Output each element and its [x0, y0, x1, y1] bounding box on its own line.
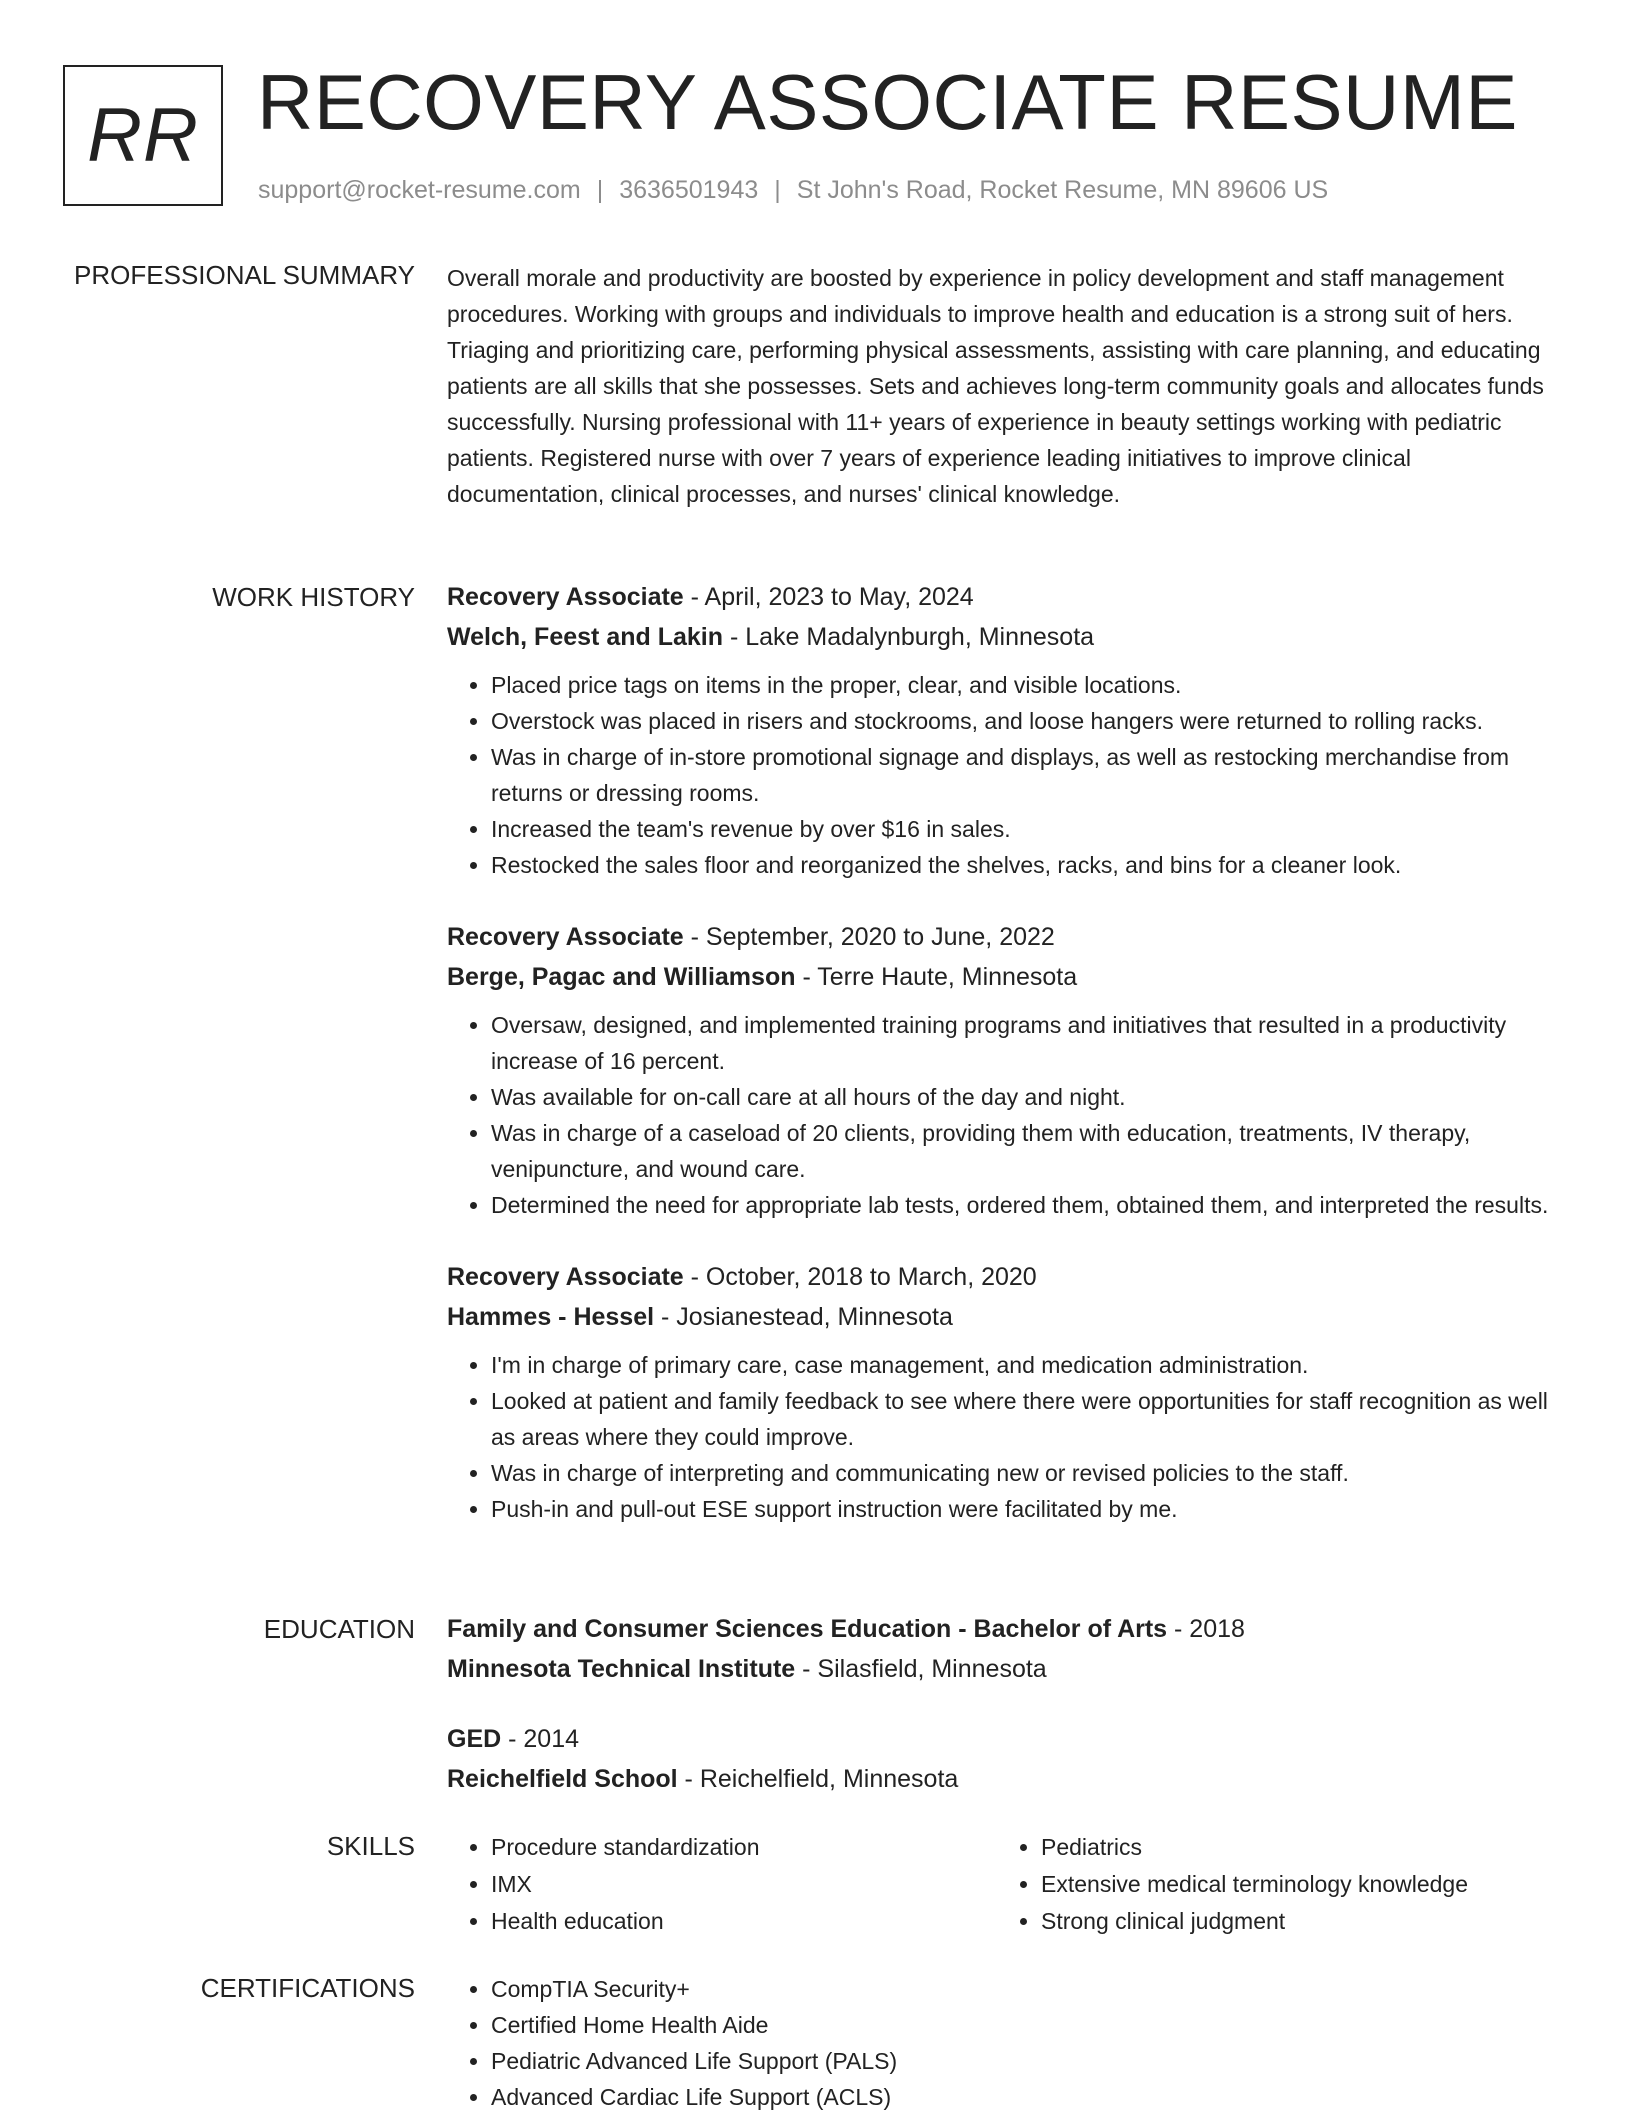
skills-column-right	[997, 1829, 1547, 1940]
job-bullets	[447, 667, 1567, 883]
job-location: - Lake Madalynburgh, Minnesota	[723, 623, 1095, 651]
job-bullet: • Overstock was placed in risers and stockrooms, and loose hangers were returned to rolling racks.	[491, 703, 1567, 739]
job-company: Berge, Pagac and Williamson	[447, 963, 796, 991]
certification-item: • Certified Home Health Aide	[491, 2007, 997, 2043]
resume-title: RECOVERY ASSOCIATE RESUME	[257, 58, 1518, 146]
skill-item: • Strong clinical judgment	[1041, 1903, 1547, 1940]
job-bullet: • Was in charge of interpreting and communicating new or revised policies to the staff.	[491, 1455, 1567, 1491]
contact-separator: |	[774, 176, 781, 204]
job-entry	[447, 577, 1567, 883]
job-title: Recovery Associate	[447, 583, 684, 611]
degree-year: - 2014	[501, 1725, 580, 1753]
skills-heading: SKILLS	[326, 1831, 415, 1861]
job-bullet: • Oversaw, designed, and implemented training programs and initiatives that resulted in a productivity increase of 16 percent.	[491, 1007, 1567, 1079]
job-bullets	[447, 1347, 1567, 1527]
skill-item: • IMX	[491, 1866, 997, 1903]
job-dates: - September, 2020 to June, 2022	[683, 923, 1055, 951]
school-name: Minnesota Technical Institute	[447, 1655, 796, 1683]
job-dates: - April, 2023 to May, 2024	[683, 583, 974, 611]
certification-item: • Advanced Cardiac Life Support (ACLS)	[491, 2079, 997, 2115]
job-company: Hammes - Hessel	[447, 1303, 655, 1331]
job-bullet: • Looked at patient and family feedback to see where there were opportunities for staff recognition as well as areas where they could improve.	[491, 1383, 1567, 1455]
job-title-line	[447, 577, 1567, 617]
job-title: Recovery Associate	[447, 923, 684, 951]
certifications-list	[447, 1971, 997, 2115]
monogram-logo: RR	[63, 65, 223, 206]
job-dates: - October, 2018 to March, 2020	[683, 1263, 1037, 1291]
job-title-line	[447, 917, 1567, 957]
summary-heading: PROFESSIONAL SUMMARY	[74, 260, 415, 290]
skills-list	[997, 1829, 1547, 1940]
contact-email[interactable]: support@rocket-resume.com	[258, 176, 581, 204]
job-company: Welch, Feest and Lakin	[447, 623, 724, 651]
job-entry	[447, 917, 1567, 1223]
certifications-heading: CERTIFICATIONS	[200, 1973, 415, 2003]
school-line	[447, 1759, 1567, 1799]
skill-item: • Health education	[491, 1903, 997, 1940]
certification-item: • Pediatric Advanced Life Support (PALS)	[491, 2043, 997, 2079]
job-bullet: • Determined the need for appropriate lab tests, ordered them, obtained them, and interpreted the results.	[491, 1187, 1567, 1223]
skills-columns	[447, 1829, 1567, 1940]
summary-text: Overall morale and productivity are boosted by experience in policy development and staff management procedures. Working with groups and individuals to improve health and education is a strong suit of hers. Triaging and prioritizing care, performing physical assessments, assisting with care planning, and educating patients are all skills that she possesses. Sets and achieves long-term community goals and allocates funds successfully. Nursing professional with 11+ years of experience in beauty settings working with pediatric patients. Registered nurse with over 7 years of experience leading initiatives to improve clinical documentation, clinical processes, and nurses' clinical knowledge.	[447, 265, 1544, 507]
job-title-line	[447, 1257, 1567, 1297]
skill-item: • Procedure standardization	[491, 1829, 997, 1866]
certifications-column	[447, 1971, 997, 2115]
skill-item: • Pediatrics	[1041, 1829, 1547, 1866]
job-bullet: • Push-in and pull-out ESE support instruction were facilitated by me.	[491, 1491, 1567, 1527]
job-title: Recovery Associate	[447, 1263, 684, 1291]
job-bullet: • Was in charge of in-store promotional signage and displays, as well as restocking merchandise from returns or dressing rooms.	[491, 739, 1567, 811]
contact-address: St John's Road, Rocket Resume, MN 89606 US	[796, 176, 1329, 204]
skill-item: • Extensive medical terminology knowledge	[1041, 1866, 1547, 1903]
degree-line	[447, 1609, 1567, 1649]
skills-column-left	[447, 1829, 997, 1940]
education-heading: EDUCATION	[263, 1614, 415, 1644]
job-location: - Josianestead, Minnesota	[654, 1303, 953, 1331]
job-company-line	[447, 957, 1567, 997]
skills-list	[447, 1829, 997, 1940]
education-entry	[447, 1609, 1567, 1689]
job-bullet: • I'm in charge of primary care, case management, and medication administration.	[491, 1347, 1567, 1383]
job-bullet: • Was available for on-call care at all hours of the day and night.	[491, 1079, 1567, 1115]
job-company-line	[447, 617, 1567, 657]
school-location: - Reichelfield, Minnesota	[677, 1765, 959, 1793]
education-entry	[447, 1719, 1567, 1799]
school-name: Reichelfield School	[447, 1765, 678, 1793]
job-location: - Terre Haute, Minnesota	[795, 963, 1078, 991]
job-entry	[447, 1257, 1567, 1527]
contact-line	[258, 174, 1328, 206]
degree-name: Family and Consumer Sciences Education - Bachelor of Arts	[447, 1615, 1168, 1643]
contact-phone[interactable]: 3636501943	[619, 176, 759, 204]
school-line	[447, 1649, 1567, 1689]
job-bullet: • Was in charge of a caseload of 20 clients, providing them with education, treatments, IV therapy, venipuncture, and wound care.	[491, 1115, 1567, 1187]
job-bullet: • Placed price tags on items in the proper, clear, and visible locations.	[491, 667, 1567, 703]
degree-line	[447, 1719, 1567, 1759]
job-company-line	[447, 1297, 1567, 1337]
degree-name: GED	[447, 1725, 502, 1753]
degree-year: - 2018	[1167, 1615, 1245, 1643]
job-bullets	[447, 1007, 1567, 1223]
contact-separator: |	[596, 176, 604, 204]
work-history-heading: WORK HISTORY	[212, 582, 415, 612]
certification-item: • CompTIA Security+	[491, 1971, 997, 2007]
school-location: - Silasfield, Minnesota	[795, 1655, 1047, 1683]
job-bullet: • Restocked the sales floor and reorganized the shelves, racks, and bins for a cleaner look.	[491, 847, 1567, 883]
job-bullet: • Increased the team's revenue by over $16 in sales.	[491, 811, 1567, 847]
